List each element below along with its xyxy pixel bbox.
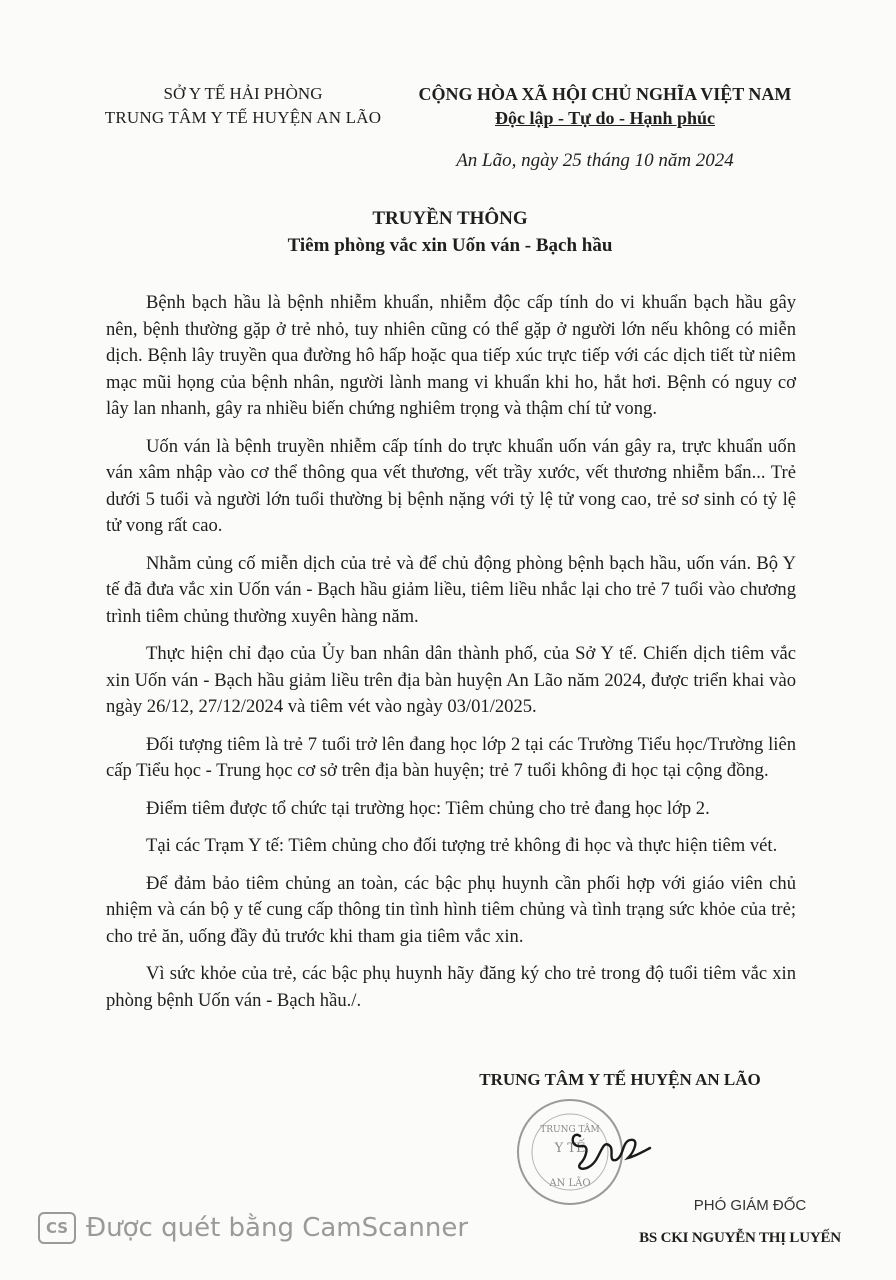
paragraph: Vì sức khỏe của trẻ, các bậc phụ huynh hãy đăng ký cho trẻ trong độ tuổi tiêm vắc xin phòng bệnh Uốn ván - Bạch hầu./. [106, 963, 796, 1011]
signer-position: PHÓ GIÁM ĐỐC [693, 1197, 807, 1214]
signer-name: BS CKI NGUYỄN THỊ LUYẾN [639, 1230, 841, 1246]
national-motto: Độc lập - Tự do - Hạnh phúc [494, 108, 716, 128]
paragraph: Uốn ván là bệnh truyền nhiễm cấp tính do trực khuẩn uốn ván gây ra, trực khuẩn uốn ván xâm nhập vào cơ thể thông qua vết thương, vết trầy xước, vết thương nhiễm bẩn... Trẻ dưới 5 tuổi và người lớn tuổi thường bị bệnh nặng với tỷ lệ tử vong cao, trẻ sơ sinh có tỷ lệ tử vong rất cao. [106, 435, 796, 536]
svg-text:Y TẾ: Y TẾ [554, 1141, 586, 1156]
country-name: CỘNG HÒA XÃ HỘI CHỦ NGHĨA VIỆT NAM [418, 84, 792, 104]
document-body [106, 290, 796, 1025]
national-header [400, 82, 810, 130]
parent-organization: SỞ Y TẾ HẢI PHÒNG [163, 84, 323, 103]
watermark-text: Được quét bằng CamScanner [86, 1213, 469, 1243]
document-title [100, 205, 800, 259]
issuing-organization [78, 82, 408, 130]
paragraph: Tại các Trạm Y tế: Tiêm chủng cho đối tượng trẻ không đi học và thực hiện tiêm vét. [146, 835, 778, 856]
paragraph: Điểm tiêm được tổ chức tại trường học: Tiêm chủng cho trẻ đang học lớp 2. [146, 797, 710, 819]
svg-text:TRUNG TÂM: TRUNG TÂM [540, 1125, 600, 1135]
signing-organization: TRUNG TÂM Y TẾ HUYỆN AN LÃO [479, 1070, 761, 1089]
title-main: TRUYỀN THÔNG [372, 208, 528, 229]
camscanner-watermark [38, 1208, 468, 1248]
official-stamp-icon [510, 1090, 660, 1210]
date-line: An Lão, ngày 25 tháng 10 năm 2024 [456, 150, 734, 171]
organization-name: TRUNG TÂM Y TẾ HUYỆN AN LÃO [104, 108, 382, 127]
title-subtitle: Tiêm phòng vắc xin Uốn ván - Bạch hầu [287, 235, 613, 256]
paragraph: Đối tượng tiêm là trẻ 7 tuổi trở lên đang học lớp 2 tại các Trường Tiểu học/Trường liên cấp Tiểu học - Trung học cơ sở trên địa bàn huyện; trẻ 7 tuổi không đi học tại cộng đồng. [106, 733, 796, 781]
paragraph: Thực hiện chỉ đạo của Ủy ban nhân dân thành phố, của Sở Y tế. Chiến dịch tiêm vắc xin Uốn ván - Bạch hầu giảm liều trên địa bàn huyện An Lão năm 2024, được triển khai vào ngày 26/12, 27/12/2024 và tiêm vét vào ngày 03/01/2025. [106, 643, 796, 717]
camscanner-logo-icon: CS [38, 1212, 76, 1244]
paragraph: Bệnh bạch hầu là bệnh nhiễm khuẩn, nhiễm độc cấp tính do vi khuẩn bạch hầu gây nên, bệnh thường gặp ở trẻ nhỏ, tuy nhiên cũng có thể gặp ở người lớn nếu không có miễn dịch. Bệnh lây truyền qua đường hô hấp hoặc qua tiếp xúc trực tiếp với các dịch tiết từ niêm mạc mũi họng của bệnh nhân, người lành mang vi khuẩn khi ho, hắt hơi. Bệnh có nguy cơ lây lan nhanh, gây ra nhiều biến chứng nghiêm trọng và thậm chí tử vong. [106, 292, 796, 419]
svg-text:AN LÃO: AN LÃO [549, 1178, 591, 1189]
paragraph: Để đảm bảo tiêm chủng an toàn, các bậc phụ huynh cần phối hợp với giáo viên chủ nhiệm và cán bộ y tế cung cấp thông tin tình hình tiêm chủng và tình trạng sức khỏe của trẻ; cho trẻ ăn, uống đầy đủ trước khi tham gia tiêm vắc xin. [106, 872, 796, 947]
paragraph: Nhằm củng cố miễn dịch của trẻ và để chủ động phòng bệnh bạch hầu, uốn ván. Bộ Y tế đã đưa vắc xin Uốn ván - Bạch hầu giảm liều, tiêm liều nhắc lại cho trẻ 7 tuổi vào chương trình tiêm chủng thường xuyên hàng năm. [106, 552, 796, 627]
